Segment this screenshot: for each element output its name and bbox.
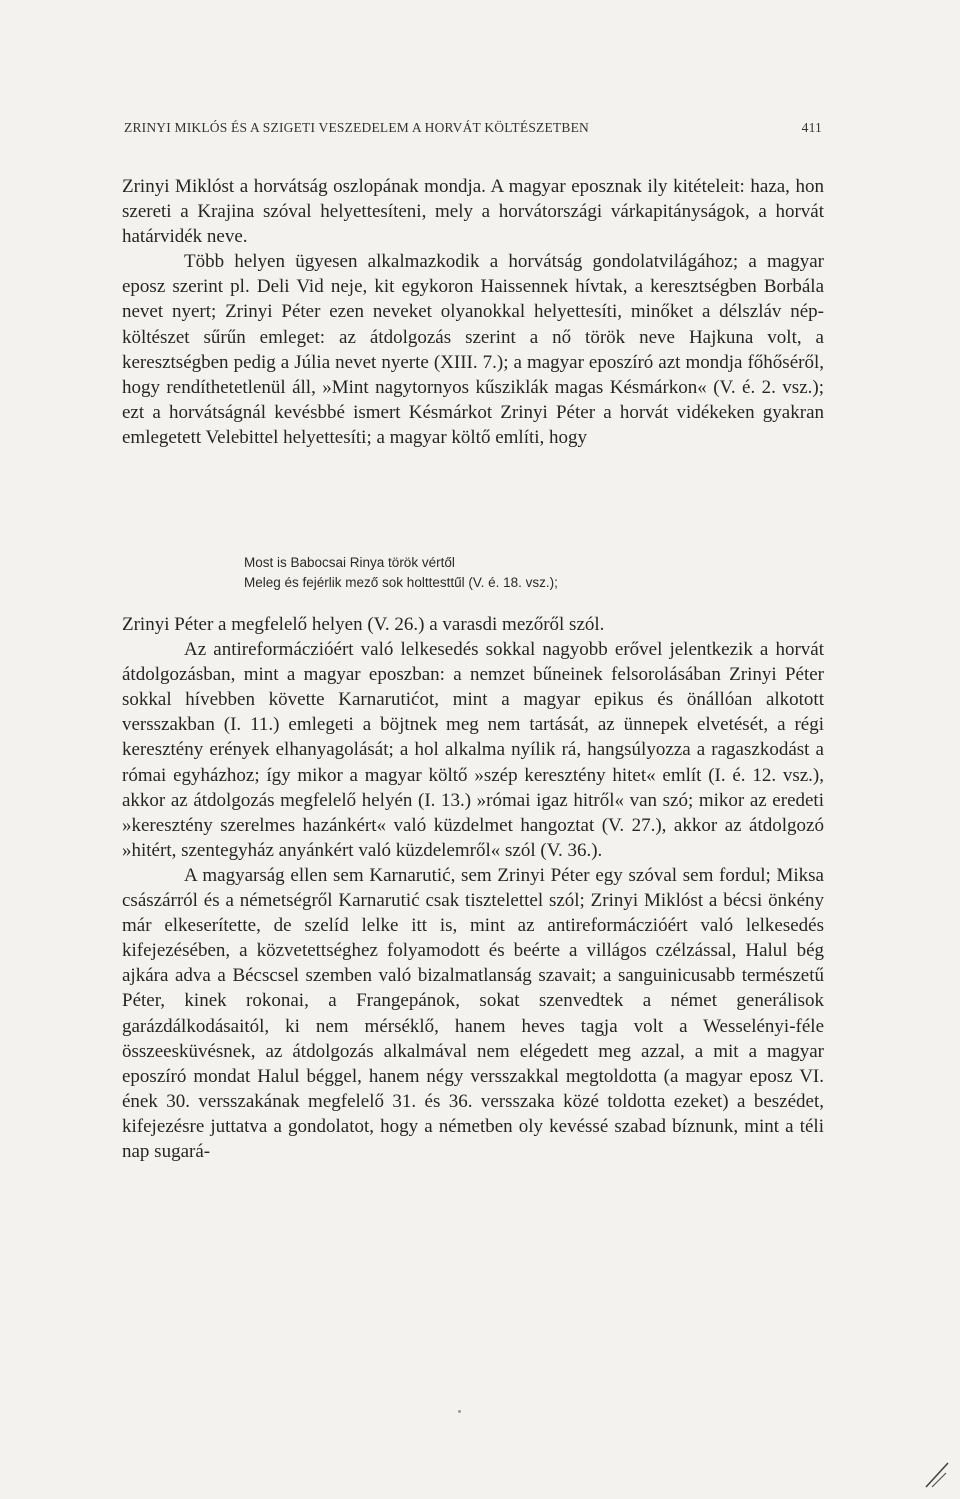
- paragraph: Több helyen ügyesen alkalmazkodik a horvátság gondolatvilágához; a magyar eposz szerint pl. Deli Vid neje, kit egykoron Haissennek hívtak, a keresztségben Borbála nevet nyert; Zrinyi Péter ezen neveket olyanokkal helyettesíti, minőket a délszláv népköltészet sűrűn emleget: az átdolgozás szerint a nő török neve Hajkuna volt, a keresztségben pedig a Júlia nevet nyerte (XIII. 7.); a magyar eposzíró azt mondja főhőséről, hogy rendíthetetlenül áll, »Mint nagytornyos kűsziklák magas Késmárkon« (V. é. 2. vsz.); ezt a horvátságnál kevésbbé ismert Késmárkot Zrinyi Péter a horvát vidékeken gyakran emlegetett Velebittel helyettesíti; a magyar költő említi, hogy: [122, 251, 824, 448]
- verse-line: Meleg és fejérlik mező sok holttesttűl (V. é. 18. vsz.);: [244, 575, 558, 590]
- paragraph: Zrinyi Miklóst a horvátság oszlopának mondja. A magyar eposznak ily kitételeit: haza, hon szereti a Krajina szóval helyettesíteni, mely a horvátországi várkapitányságok, a horvát határvidék neve.: [122, 176, 824, 248]
- pencil-mark-icon: [922, 1459, 952, 1489]
- speck-mark: [458, 1410, 461, 1413]
- paragraph: Zrinyi Péter a megfelelő helyen (V. 26.) a varasdi mezőről szól.: [122, 614, 605, 635]
- body-text-bottom: [122, 612, 824, 1164]
- running-head: [124, 120, 822, 136]
- running-title: ZRINYI MIKLÓS ÉS A SZIGETI VESZEDELEM A HORVÁT KÖLTÉSZETBEN: [124, 120, 589, 135]
- paragraph: Az antireformáczióért való lelkesedés sokkal nagyobb erővel jelentkezik a horvát átdolgozásban, mint a magyar eposzban: a nemzet bűneinek felsorolásában Zrinyi Péter sokkal hívebben követte Karnarutićot, mint a magyar epikus és önállóan alkotott versszakban (I. 11.) emlegeti a böjtnek meg nem tartását, az ünnepek elvetését, a régi keresztény erények elhanyagolását; a hol alkalma nyílik rá, hangsúlyozza a ragaszkodást a római egyházhoz; így mikor a magyar költő »szép keresztény hitet« említ (I. é. 12. vsz.), akkor az átdolgozás megfelelő helyén (I. 13.) »római igaz hitről« van szó; mikor az eredeti »keresztény szerelmes hazánkért« való küzdelmet hangoztat (V. 27.), akkor az átdolgozó »hitért, szentegyház anyánkért való küzdelemről« szól (V. 36.).: [122, 639, 824, 861]
- paragraph: A magyarság ellen sem Karnarutić, sem Zrinyi Péter egy szóval sem fordul; Miksa császárról és a németségről Karnarutić csak tisztelettel szól; Zrinyi Miklóst a bécsi önkény már elkeserítette, de szelíd lelke itt is, mint az antireformáczióért való lelkesedés kifejezésében, a közvetettséghez folyamodott és beérte a villágos czélzással, Halul bég ajkára adva a Bécscsel szemben való bizalmatlanság szavait; a sanguinicusabb természetű Péter, kinek rokonai, a Frangepánok, sokat szenvedtek a német generálisok garázdálkodásaitól, ki nem mérséklő, hanem heves tagja volt a Wesselényi-féle összeesküvésnek, az átdolgozás alkalmával nem elégedett meg azzal, a mit a magyar eposzíró mondat Halul béggel, hanem négy versszakkal megtoldotta (a magyar eposz VI. ének 30. versszakának megfelelő 31. és 36. versszaka közé toldotta ezeket) a beszédet, kifejezésre juttatva a gondolatot, hogy a németben oly kevéssé szabad bíznunk, mint a téli nap sugará-: [122, 864, 824, 1162]
- verse-line: Most is Babocsai Rinya török vértől: [244, 555, 455, 570]
- body-text-top: [122, 174, 824, 450]
- page-number: 411: [801, 120, 822, 135]
- verse-quotation: [244, 553, 764, 593]
